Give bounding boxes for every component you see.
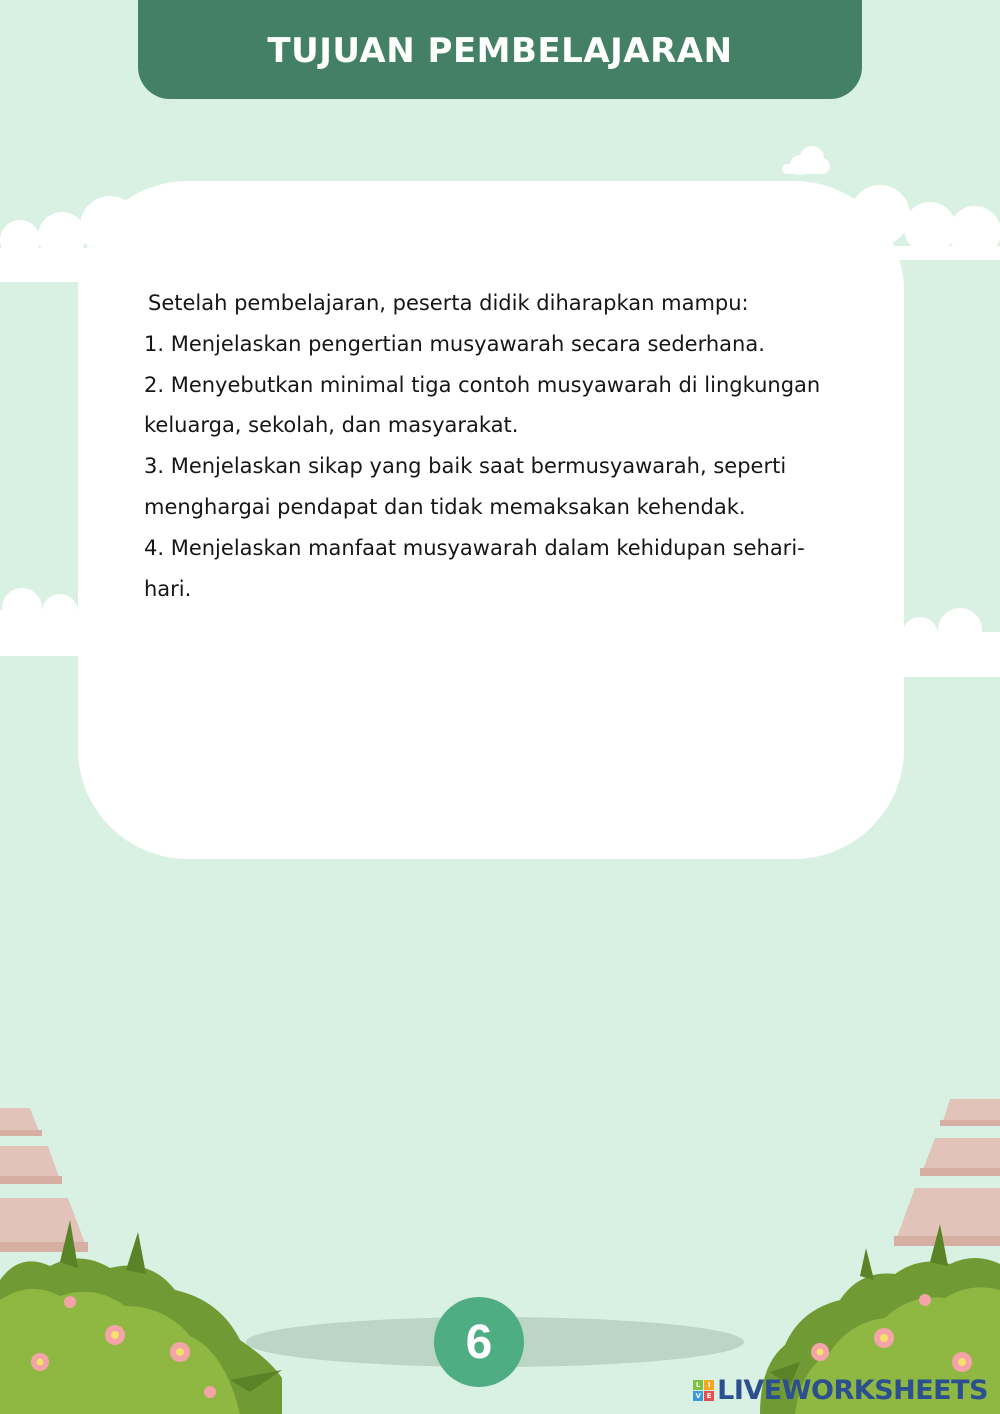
page-number-badge (434, 1297, 524, 1387)
cloud-small (782, 146, 830, 175)
objectives-intro: Setelah pembelajaran, peserta didik diharapkan mampu: (148, 291, 749, 315)
page-title: TUJUAN PEMBELAJARAN (267, 30, 733, 71)
liveworksheets-text: LIVEWORKSHEETS (717, 1375, 988, 1406)
objective-item: 1. Menjelaskan pengertian musyawarah secara sederhana. (144, 331, 765, 356)
learning-objectives (144, 283, 824, 609)
title-banner (138, 0, 862, 99)
liveworksheets-mark-icon: L I V E (693, 1380, 714, 1401)
page-number: 6 (465, 1315, 493, 1369)
stones-left (0, 1108, 88, 1252)
objective-item: 2. Menyebutkan minimal tiga contoh musyawarah di lingkungan keluarga, sekolah, dan masyarakat. (144, 372, 821, 438)
stones-right (894, 1099, 1000, 1246)
liveworksheets-logo (693, 1375, 988, 1406)
objective-item: 4. Menjelaskan manfaat musyawarah dalam kehidupan sehari-hari. (144, 535, 805, 601)
objective-item: 3. Menjelaskan sikap yang baik saat bermusyawarah, seperti menghargai pendapat dan tidak memaksakan kehendak. (144, 454, 787, 519)
